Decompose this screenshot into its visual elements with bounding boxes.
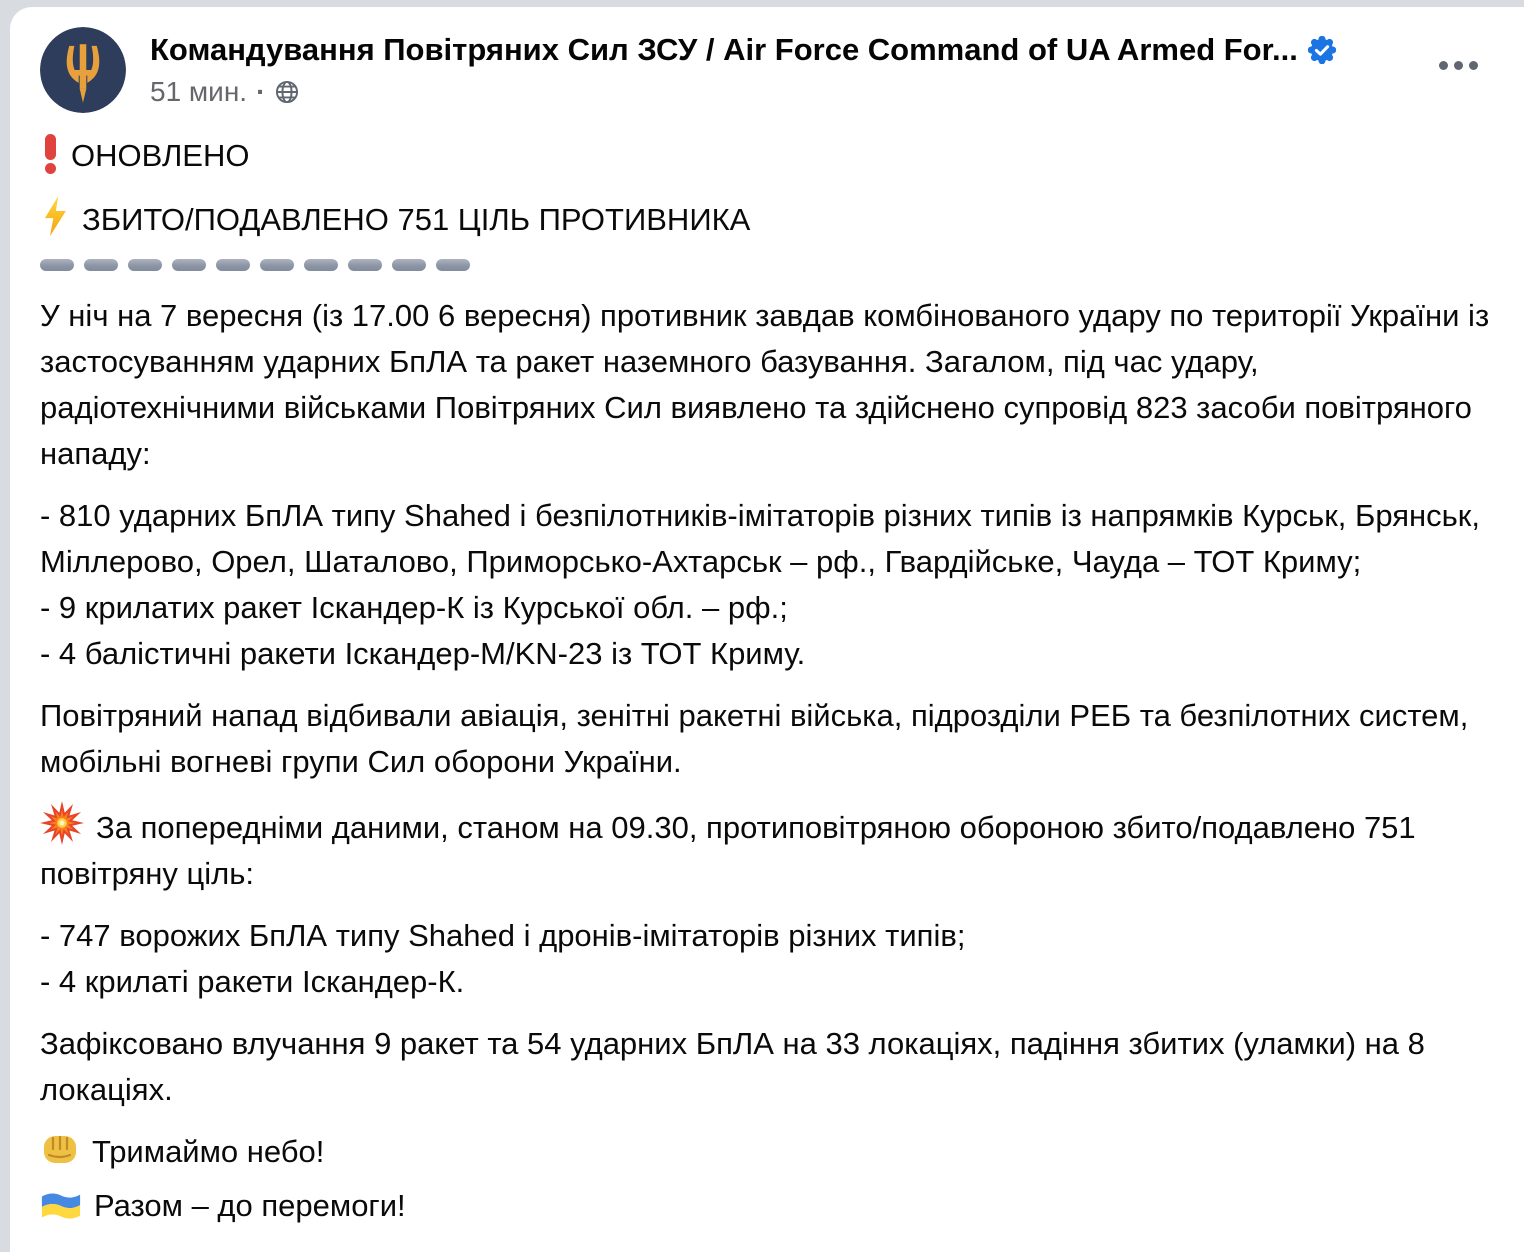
- list-item: - 747 ворожих БпЛА типу Shahed і дронів-імітаторів різних типів;: [40, 918, 966, 953]
- red-exclamation-icon: [44, 134, 57, 174]
- heavy-minus-icon: [40, 259, 74, 271]
- alert-line: [40, 133, 1498, 179]
- meta-separator: ·: [256, 76, 266, 107]
- air-force-trident-logo-icon: [40, 27, 126, 113]
- ukraine-flag-icon: [40, 1191, 82, 1223]
- paragraph-impacts: Зафіксовано влучання 9 ракет та 54 ударних БпЛА на 33 локаціях, падіння збитих (уламки) на 8 локаціях.: [40, 1026, 1425, 1107]
- post-options-button[interactable]: [1433, 55, 1484, 76]
- header-text: [150, 27, 1336, 113]
- post-card: [10, 7, 1524, 1252]
- results-text: За попередніми даними, станом на 09.30, протиповітряною обороною збито/подавлено 751 повітряну ціль:: [40, 810, 1416, 891]
- avatar[interactable]: [40, 27, 126, 113]
- ellipsis-dot: [1469, 61, 1478, 70]
- list-item: - 4 балістичні ракети Іскандер-М/KN-23 із ТОТ Криму.: [40, 636, 806, 671]
- divider-dashes: [40, 259, 1498, 271]
- list-item: - 810 ударних БпЛА типу Shahed і безпілотників-імітаторів різних типів із напрямків Курськ, Брянськ, Міллерово, Орел, Шаталово, Приморсько-Ахтарськ – рф., Гвардійське, Чауда – ТОТ Криму;: [40, 498, 1480, 579]
- closing-sky-text: Тримаймо небо!: [92, 1134, 325, 1169]
- closing-lines: [40, 1129, 1498, 1229]
- closing-line-sky: [40, 1129, 1498, 1175]
- heavy-minus-icon: [260, 259, 294, 271]
- post-meta: [150, 76, 1336, 108]
- post-body: [10, 113, 1524, 1229]
- globe-privacy-icon: [274, 79, 300, 105]
- page-title[interactable]: Командування Повітряних Сил ЗСУ / Air Force Command of UA Armed For...: [150, 32, 1298, 67]
- alert-text: ОНОВЛЕНО: [71, 138, 250, 173]
- heavy-minus-icon: [304, 259, 338, 271]
- list-item: - 9 крилатих ракет Іскандер-К із Курської обл. – рф.;: [40, 590, 788, 625]
- heavy-minus-icon: [128, 259, 162, 271]
- headline-text: ЗБИТО/ПОДАВЛЕНО 751 ЦІЛЬ ПРОТИВНИКА: [82, 202, 751, 237]
- collision-burst-icon: [40, 801, 84, 845]
- post-header: [10, 7, 1524, 113]
- ellipsis-dot: [1454, 61, 1463, 70]
- heavy-minus-icon: [172, 259, 206, 271]
- paragraph-summary: У ніч на 7 вересня (із 17.00 6 вересня) противник завдав комбінованого удару по території України із застосуванням ударних БпЛА та ракет наземного базування. Загалом, під час удару, радіотехнічними військами Повітряних Сил виявлено та здійснено супровід 823 засоби повітряного нападу:: [40, 298, 1490, 471]
- lightning-bolt-icon: [40, 195, 70, 237]
- closing-line-victory: [40, 1183, 1498, 1229]
- heavy-minus-icon: [436, 259, 470, 271]
- detected-list: [40, 493, 1498, 677]
- downed-list: [40, 913, 1498, 1005]
- heavy-minus-icon: [392, 259, 426, 271]
- heavy-minus-icon: [348, 259, 382, 271]
- ellipsis-dot: [1439, 61, 1448, 70]
- paragraph-defense: Повітряний напад відбивали авіація, зенітні ракетні війська, підрозділи РЕБ та безпілотних систем, мобільні вогневі групи Сил оборони України.: [40, 698, 1469, 779]
- heavy-minus-icon: [216, 259, 250, 271]
- verified-badge-icon: [1308, 36, 1336, 64]
- paragraph-results: [40, 801, 1498, 897]
- headline-line: [40, 195, 1498, 243]
- post-timestamp[interactable]: 51 мин.: [150, 76, 248, 107]
- list-item: - 4 крилаті ракети Іскандер-К.: [40, 964, 465, 999]
- closing-victory-text: Разом – до перемоги!: [94, 1188, 406, 1223]
- heavy-minus-icon: [84, 259, 118, 271]
- raised-fist-icon: [40, 1129, 80, 1169]
